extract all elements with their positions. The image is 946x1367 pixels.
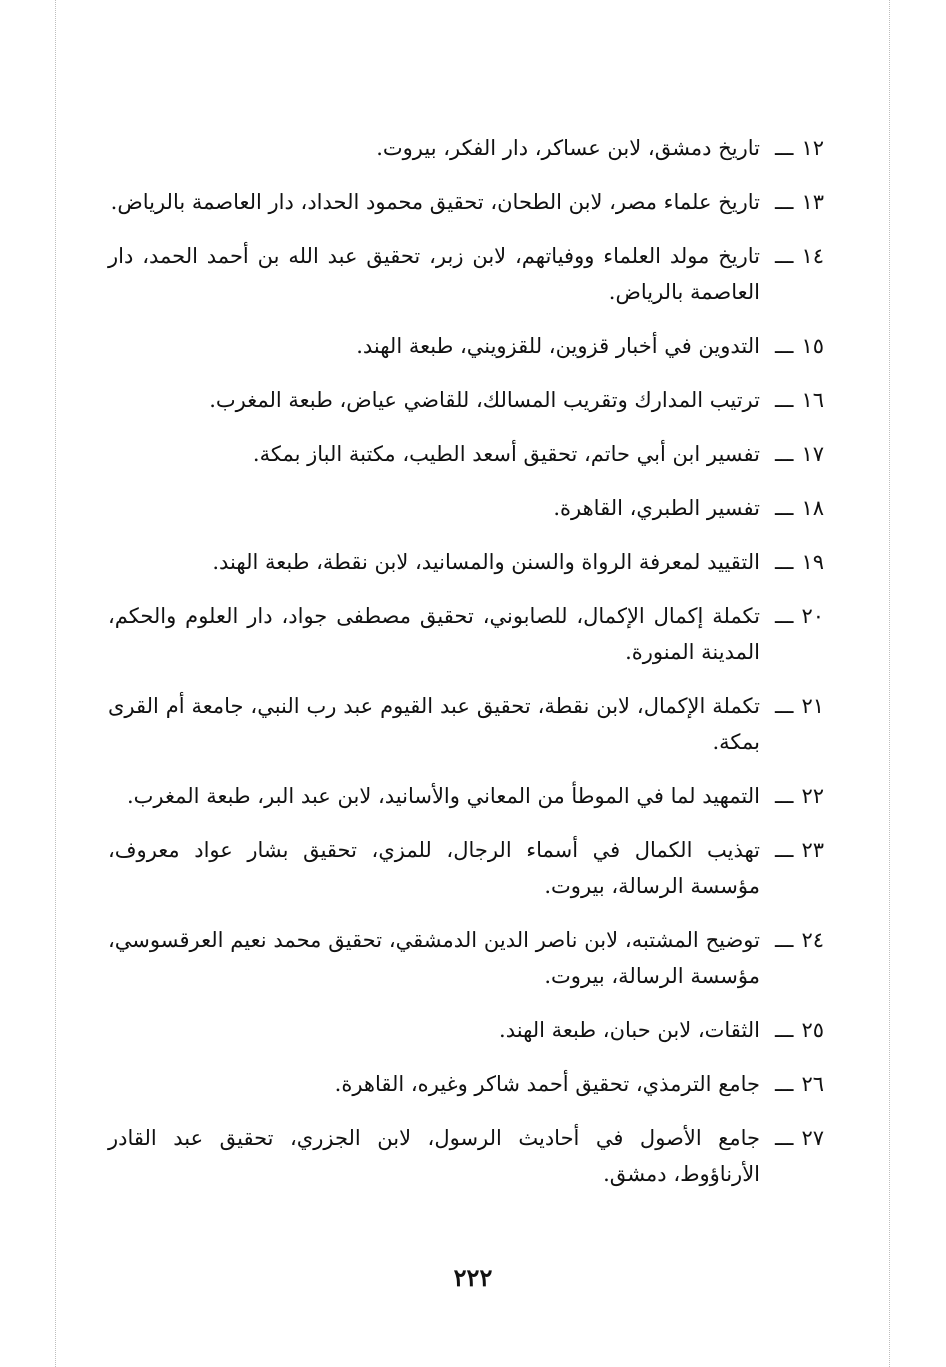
reference-text: تفسير ابن أبي حاتم، تحقيق أسعد الطيب، مكتبة الباز بمكة.	[252, 442, 760, 466]
reference-text: التقييد لمعرفة الرواة والسنن والمسانيد، لابن نقطة، طبعة الهند.	[212, 550, 760, 574]
reference-text: ترتيب المدارك وتقريب المسالك، للقاضي عياض، طبعة المغرب.	[209, 388, 760, 412]
reference-dash: ـــ	[774, 1018, 794, 1042]
reference-item	[108, 1120, 824, 1192]
reference-item	[108, 544, 824, 580]
reference-item	[108, 490, 824, 526]
reference-text: تاريخ علماء مصر، لابن الطحان، تحقيق محمود الحداد، دار العاصمة بالرياض.	[110, 190, 760, 214]
reference-dash: ـــ	[774, 550, 794, 574]
reference-dash: ـــ	[774, 784, 794, 808]
reference-dash: ـــ	[774, 496, 794, 520]
reference-number: ٢٥	[801, 1018, 824, 1042]
reference-number: ٢٦	[801, 1072, 824, 1096]
reference-dash: ـــ	[774, 136, 794, 160]
reference-text: تكملة إكمال الإكمال، للصابوني، تحقيق مصطفى جواد، دار العلوم والحكم، المدينة المنورة.	[108, 604, 760, 664]
reference-text: جامع الترمذي، تحقيق أحمد شاكر وغيره، القاهرة.	[334, 1072, 760, 1096]
reference-item	[108, 778, 824, 814]
reference-number: ٢٣	[801, 838, 824, 862]
reference-dash: ـــ	[774, 442, 794, 466]
reference-number: ٢٢	[801, 784, 824, 808]
reference-item	[108, 238, 824, 310]
reference-text: تاريخ مولد العلماء ووفياتهم، لابن زبر، تحقيق عبد الله بن أحمد الحمد، دار العاصمة بالرياض.	[108, 244, 760, 304]
reference-number: ١٧	[801, 442, 824, 466]
reference-item	[108, 184, 824, 220]
reference-item	[108, 382, 824, 418]
reference-number: ١٩	[801, 550, 824, 574]
reference-number: ١٢	[801, 136, 824, 160]
reference-item	[108, 130, 824, 166]
reference-number: ٢٧	[801, 1126, 824, 1150]
reference-dash: ـــ	[774, 1126, 794, 1150]
reference-dash: ـــ	[774, 334, 794, 358]
reference-text: تفسير الطبري، القاهرة.	[553, 496, 760, 520]
reference-dash: ـــ	[774, 388, 794, 412]
reference-dash: ـــ	[774, 244, 794, 268]
reference-list	[108, 130, 824, 1210]
reference-item	[108, 688, 824, 760]
reference-text: توضيح المشتبه، لابن ناصر الدين الدمشقي، تحقيق محمد نعيم العرقسوسي، مؤسسة الرسالة، بيروت.	[108, 928, 760, 988]
reference-text: التمهيد لما في الموطأ من المعاني والأسانيد، لابن عبد البر، طبعة المغرب.	[126, 784, 760, 808]
reference-dash: ـــ	[774, 190, 794, 214]
reference-text: التدوين في أخبار قزوين، للقزويني، طبعة الهند.	[356, 334, 760, 358]
reference-item	[108, 598, 824, 670]
reference-number: ١٣	[801, 190, 824, 214]
reference-number: ٢٠	[801, 604, 824, 628]
reference-item	[108, 1012, 824, 1048]
reference-dash: ـــ	[774, 694, 794, 718]
reference-dash: ـــ	[774, 838, 794, 862]
left-margin-guide	[55, 0, 56, 1367]
reference-number: ١٨	[801, 496, 824, 520]
reference-item	[108, 922, 824, 994]
reference-text: تكملة الإكمال، لابن نقطة، تحقيق عبد القيوم عبد رب النبي، جامعة أم القرى بمكة.	[108, 694, 760, 754]
reference-dash: ـــ	[774, 928, 794, 952]
reference-number: ١٤	[801, 244, 824, 268]
right-margin-guide	[889, 0, 890, 1367]
reference-item	[108, 832, 824, 904]
reference-item	[108, 1066, 824, 1102]
reference-item	[108, 436, 824, 472]
reference-text: تاريخ دمشق، لابن عساكر، دار الفكر، بيروت.	[376, 136, 760, 160]
reference-dash: ـــ	[774, 1072, 794, 1096]
reference-number: ١٥	[801, 334, 824, 358]
reference-text: الثقات، لابن حبان، طبعة الهند.	[499, 1018, 760, 1042]
reference-number: ٢٤	[801, 928, 824, 952]
reference-text: تهذيب الكمال في أسماء الرجال، للمزي، تحقيق بشار عواد معروف، مؤسسة الرسالة، بيروت.	[108, 838, 760, 898]
page-number: ٢٢٢	[453, 1263, 493, 1292]
reference-text: جامع الأصول في أحاديث الرسول، لابن الجزري، تحقيق عبد القادر الأرناؤوط، دمشق.	[108, 1126, 760, 1186]
reference-number: ٢١	[801, 694, 824, 718]
reference-item	[108, 328, 824, 364]
reference-number: ١٦	[801, 388, 824, 412]
reference-dash: ـــ	[774, 604, 794, 628]
